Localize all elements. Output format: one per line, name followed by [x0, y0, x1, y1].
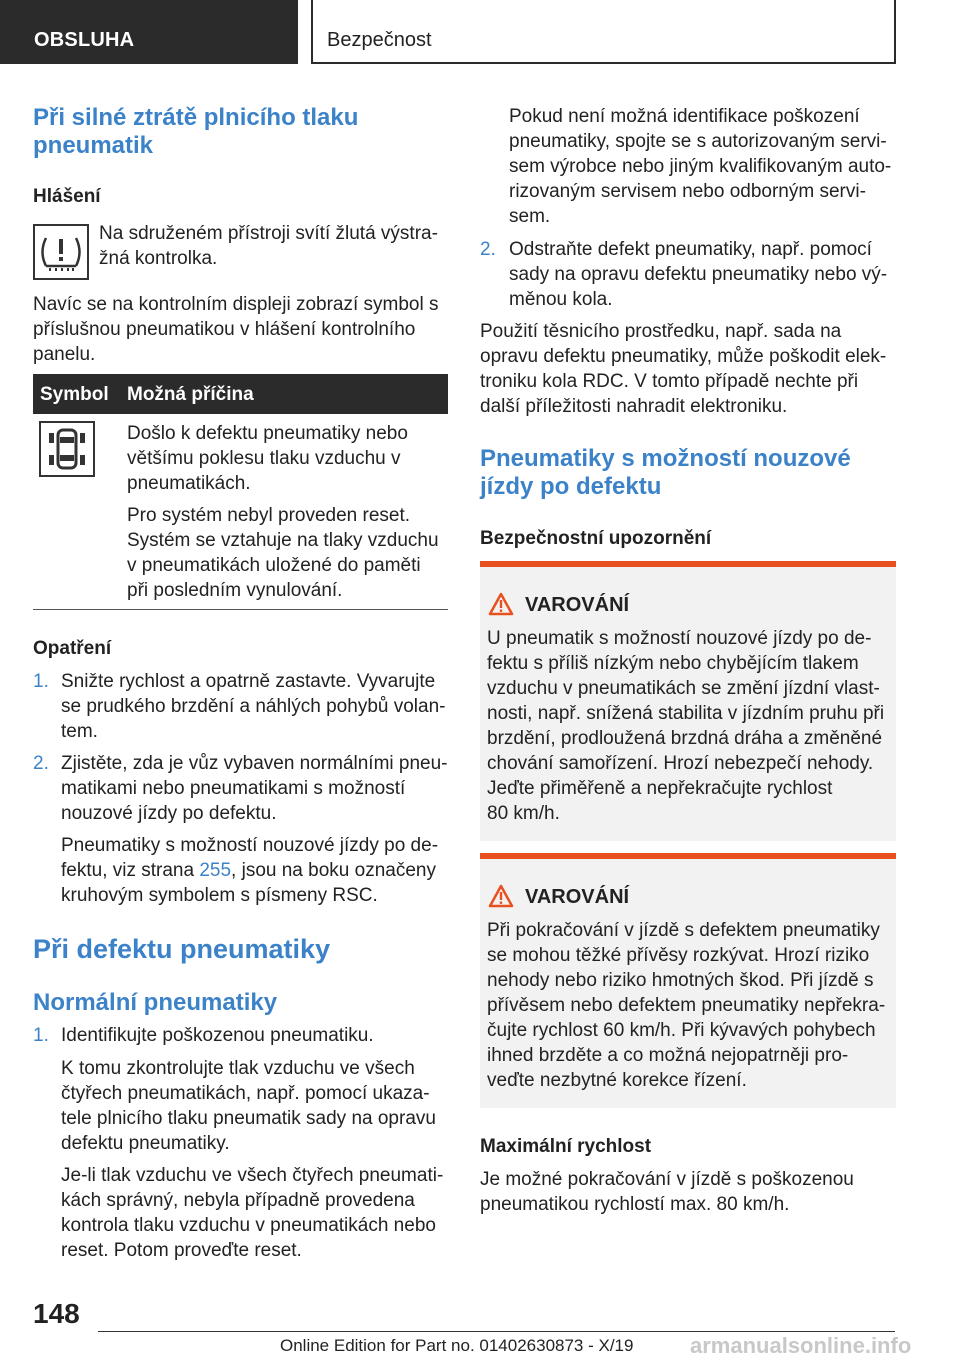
chapter-title: Bezpečnost: [327, 29, 432, 51]
paragraph-display-symbol: Navíc se na kontrolním displeji zobrazí symbol s příslušnou pneumatikou v hlášení kontrolního panelu.: [33, 294, 439, 365]
identification-note: Pokud není možná identifikace poškození pneumatiky, spojte se s autorizovaným servi- sem výrobce nebo jiným kvalifikovaným auto- rizovaným servisem nebo odborným servi- sem.: [509, 106, 892, 227]
normal-step-2: 2. Odstraňte defekt pneumatiky, např. pomocí sady na opravu defektu pneumatiky nebo vý- měnou kola.: [480, 239, 888, 310]
page-link-255[interactable]: 255: [199, 860, 232, 881]
warning-box-1: [480, 561, 896, 841]
normal-step-1: 1. Identifikujte poškozenou pneumatiku.: [33, 1025, 374, 1046]
heading-normal-tires: Normální pneumatiky: [33, 989, 278, 1016]
measures-heading: Opatření: [33, 638, 112, 659]
warning-title: VAROVÁNÍ: [525, 886, 630, 908]
rsc-note: Pneumatiky s možností nouzové jízdy po de- fektu, viz strana 255, jsou na boku označeny kruhovým symbolem s písmeny RSC.: [61, 835, 439, 906]
watermark: armanualsonline.info: [690, 1333, 912, 1358]
car-tire-status-icon: [39, 421, 95, 477]
heading-runflat-tires: Pneumatiky s možností nouzové jízdy po defektu: [480, 445, 851, 500]
column-symbol: Symbol: [40, 384, 109, 405]
message-text: Na sdruženém přístroji svítí žlutá výstra- žná kontrolka.: [99, 223, 438, 269]
heading-pressure-loss: Při silné ztrátě plnicího tlaku pneumatik: [33, 104, 359, 159]
cause-no-reset: Pro systém nebyl proveden reset. Systém se vztahuje na tlaky vzduchu v pneumatikách uložené do paměti při posledním vynulování.: [127, 505, 439, 601]
symbol-table-header: [33, 374, 448, 414]
column-cause: Možná příčina: [127, 384, 254, 405]
safety-heading: Bezpečnostní upozornění: [480, 528, 712, 549]
warning-title: VAROVÁNÍ: [525, 594, 630, 616]
warning-box-2: [480, 853, 896, 1108]
normal-step-1-detail: K tomu zkontrolujte tlak vzduchu ve všech čtyřech pneumatikách, např. pomocí ukaza- tele plnicího tlaku pneumatik sady na opravu defektu pneumatiky.: [61, 1058, 436, 1154]
max-speed-text: Je možné pokračování v jízdě s poškozenou pneumatikou rychlostí max. 80 km/h.: [480, 1169, 854, 1215]
section-title: OBSLUHA: [34, 29, 135, 51]
section-tab: [0, 0, 298, 64]
cause-defect: Došlo k defektu pneumatiky nebo většímu poklesu tlaku vzduchu v pneumatikách.: [127, 423, 408, 494]
measure-step-2: 2. Zjistěte, zda je vůz vybaven normálními pneu- matikami nebo pneumatikami s možností nouzové jízdy po defektu.: [33, 753, 448, 824]
warning-text: U pneumatik s možností nouzové jízdy po de- fektu s příliš nízkým nebo chybějícím tlakem vzduchu v pneumatikách se změní jízdní vlast- nosti, např. snížená stabilita v jízdním pruhu při brzdění, prodloužená brzdná dráha a změněné chování samořízení. Hrozí nebezpečí nehody. Jeďte přiměřeně a nepřekračujte rychlost 80 km/h.: [487, 628, 885, 824]
warning-triangle-icon: [488, 592, 514, 616]
chapter-tab: [311, 0, 896, 64]
sealant-paragraph: Použití těsnicího prostředku, např. sada na opravu defektu pneumatiky, může poškodit elek- troniku kola RDC. V tomto případě nechte při další příležitosti nahradit elektroniku.: [480, 321, 887, 417]
heading-tire-defect: Při defektu pneumatiky: [33, 934, 331, 964]
edition-text: Online Edition for Part no. 01402630873 - X/19: [280, 1336, 634, 1355]
normal-step-1-reset: Je-li tlak vzduchu ve všech čtyřech pneumati- kách správný, nebyla případně provedena kontrola tlaku vzduchu v pneumatikách nebo reset. Potom proveďte reset.: [61, 1165, 444, 1261]
message-heading: Hlášení: [33, 186, 101, 207]
max-speed-heading: Maximální rychlost: [480, 1136, 652, 1157]
footer-divider: [98, 1331, 895, 1332]
measure-step-1: 1. Snižte rychlost a opatrně zastavte. Vyvarujte se prudkého brzdění a náhlých pohybů volan- tem.: [33, 671, 446, 742]
page-number: 148: [33, 1298, 80, 1329]
tire-pressure-warning-icon: [33, 224, 89, 280]
table-divider: [33, 609, 448, 610]
warning-text: Při pokračování v jízdě s defektem pneumatiky se mohou těžké přívěsy rozkývat. Hrozí riziko nehody nebo riziko hmotných škod. Při jízdě s přívěsem nebo defektem pneumatiky nepřekra- čujte rychlost 60 km/h. Při kývavých pohybech ihned brzděte a co možná nejopatrněji pro- veďte nezbytné korekce řízení.: [487, 920, 886, 1091]
warning-triangle-icon: [488, 884, 514, 908]
